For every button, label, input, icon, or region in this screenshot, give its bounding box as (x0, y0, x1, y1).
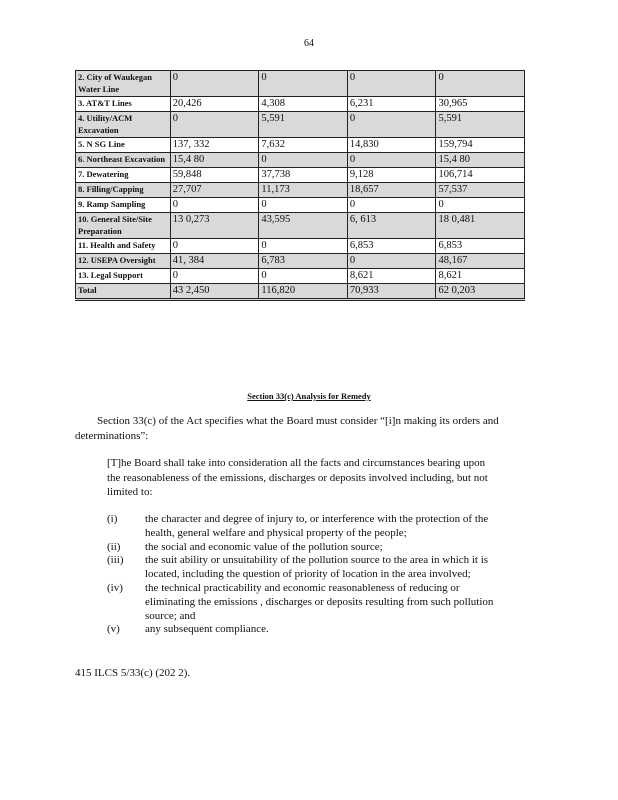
table-row (76, 183, 525, 198)
cost-cell: 8,621 (347, 269, 436, 284)
cost-cell: 0 (259, 153, 348, 168)
cost-cell: 0 (259, 71, 348, 97)
cost-cell: 13 0,273 (170, 213, 259, 239)
cost-cell: 18,657 (347, 183, 436, 198)
cost-cell: 0 (436, 71, 525, 97)
list-item-text: the social and economic value of the pollution source; (145, 540, 383, 553)
list-item-number: (ii) (107, 540, 121, 553)
cost-cell: 6,853 (436, 239, 525, 254)
cost-cell: 43,595 (259, 213, 348, 239)
cost-cell: 0 (347, 254, 436, 269)
list-item-number: (iii) (107, 554, 124, 567)
section-heading-text: Section 33(c) Analysis for Remedy (247, 391, 371, 401)
table-row (76, 198, 525, 213)
row-label: 8. Filling/Capping (76, 183, 171, 198)
cost-cell: 0 (259, 269, 348, 284)
cost-cell: 7,632 (259, 138, 348, 153)
table-row (76, 239, 525, 254)
cost-cell: 0 (170, 198, 259, 213)
cost-cell: 8,621 (436, 269, 525, 284)
row-label: 4. Utility/ACM Excavation (76, 112, 171, 138)
table-row (76, 112, 525, 138)
cost-cell: 0 (347, 153, 436, 168)
table-row (76, 97, 525, 112)
row-label: 10. General Site/Site Preparation (76, 213, 171, 239)
cost-cell: 15,4 80 (170, 153, 259, 168)
cost-cell: 0 (170, 71, 259, 97)
row-label: 9. Ramp Sampling (76, 198, 171, 213)
row-label: 6. Northeast Excavation (76, 153, 171, 168)
cost-cell: 0 (170, 239, 259, 254)
cost-cell: 116,820 (259, 284, 348, 300)
list-item-number: (iv) (107, 581, 123, 594)
cost-cell: 15,4 80 (436, 153, 525, 168)
table-row (76, 71, 525, 97)
table-row (76, 153, 525, 168)
cost-cell: 57,537 (436, 183, 525, 198)
list-item-text: the suit ability or unsuitability of the pollution source to the area in which it is located, including the question of priority of location in the area involved; (145, 554, 489, 581)
row-label: 12. USEPA Oversight (76, 254, 171, 269)
list-item-text: the character and degree of injury to, or interference with the protection of the health, general welfare and physical property of the people; (145, 513, 489, 539)
list-item-text: the technical practicability and economic reasonableness of reducing or eliminating the emissions , discharges or deposits resulting from such pollution source; and (145, 581, 494, 622)
list-item (107, 513, 507, 541)
cost-cell: 6, 613 (347, 213, 436, 239)
cost-cell: 43 2,450 (170, 284, 259, 300)
cost-cell: 0 (347, 198, 436, 213)
cost-cell: 11,173 (259, 183, 348, 198)
table-row (76, 284, 525, 300)
row-label: 5. N SG Line (76, 138, 171, 153)
cost-cell: 59,848 (170, 168, 259, 183)
cost-cell: 20,426 (170, 97, 259, 112)
list-item (107, 541, 507, 555)
cost-cell: 6,783 (259, 254, 348, 269)
cost-cell: 0 (170, 269, 259, 284)
row-label: 3. AT&T Lines (76, 97, 171, 112)
factor-list (107, 513, 507, 637)
page-number: 64 (304, 38, 314, 49)
cost-table (75, 70, 525, 301)
list-item (107, 554, 507, 582)
cost-cell: 4,308 (259, 97, 348, 112)
cost-cell: 6,853 (347, 239, 436, 254)
list-item (107, 582, 507, 623)
cost-cell: 5,591 (436, 112, 525, 138)
row-label: 2. City of Waukegan Water Line (76, 71, 171, 97)
cost-cell: 37,738 (259, 168, 348, 183)
table-row (76, 213, 525, 239)
cost-cell: 0 (436, 198, 525, 213)
cost-cell: 6,231 (347, 97, 436, 112)
cost-cell: 30,965 (436, 97, 525, 112)
list-item-number: (v) (107, 623, 120, 636)
row-label: 13. Legal Support (76, 269, 171, 284)
list-item (107, 623, 507, 637)
cost-cell: 18 0,481 (436, 213, 525, 239)
cost-cell: 70,933 (347, 284, 436, 300)
citation: 415 ILCS 5/33(c) (202 2). (75, 667, 191, 679)
section-heading (0, 391, 618, 401)
cost-cell: 14,830 (347, 138, 436, 153)
list-item-number: (i) (107, 513, 118, 525)
cost-cell: 137, 332 (170, 138, 259, 153)
cost-cell: 5,591 (259, 112, 348, 138)
cost-cell: 0 (259, 198, 348, 213)
cost-cell: 62 0,203 (436, 284, 525, 300)
cost-cell: 9,128 (347, 168, 436, 183)
cost-cell: 27,707 (170, 183, 259, 198)
list-item-text: any subsequent compliance. (145, 623, 269, 636)
table-row (76, 269, 525, 284)
cost-cell: 41, 384 (170, 254, 259, 269)
table-row (76, 138, 525, 153)
table-row (76, 254, 525, 269)
cost-cell: 106,714 (436, 168, 525, 183)
cost-cell: 48,167 (436, 254, 525, 269)
table-row (76, 168, 525, 183)
cost-cell: 159,794 (436, 138, 525, 153)
cost-cell: 0 (259, 239, 348, 254)
cost-cell: 0 (170, 112, 259, 138)
cost-cell: 0 (347, 112, 436, 138)
cost-cell: 0 (347, 71, 436, 97)
row-label: 7. Dewatering (76, 168, 171, 183)
intro-paragraph: Section 33(c) of the Act specifies what the Board must consider “[i]n making its orders and determinations”: (75, 415, 499, 442)
statute-quote: [T]he Board shall take into consideration all the facts and circumstances bearing upon the reasonableness of the emissions, discharges or deposits involved including, but not limited to: (107, 457, 488, 498)
row-label: 11. Health and Safety (76, 239, 171, 254)
row-label: Total (76, 284, 171, 300)
